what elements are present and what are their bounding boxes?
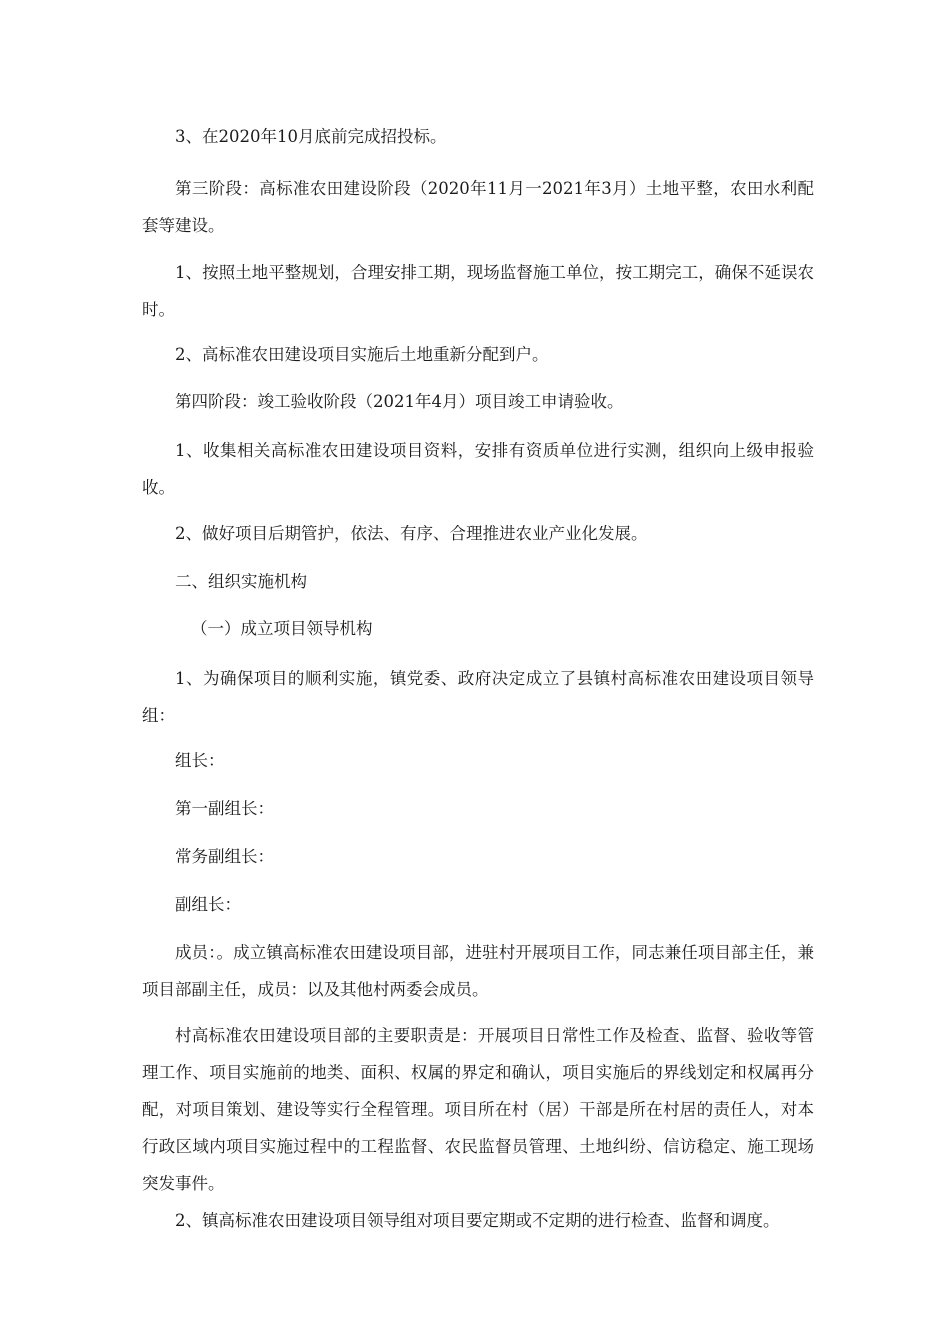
paragraph-first-deputy: 第一副组长： xyxy=(175,799,274,818)
paragraph-members: 成员：。成立镇高标准农田建设项目部，进驻村开展项目工作，同志兼任项目部主任，兼项目部副主任，成员：以及其他村两委会成员。 xyxy=(142,943,814,999)
paragraph-tender-deadline: 3、在2020年10月底前完成招投标。 xyxy=(175,127,447,146)
paragraph-stage-three: 第三阶段：高标准农田建设阶段（2020年11月一2021年3月）土地平整，农田水利配套等建设。 xyxy=(142,179,814,235)
paragraph-land-redistribution: 2、高标准农田建设项目实施后土地重新分配到户。 xyxy=(175,345,549,364)
paragraph-post-management: 2、做好项目后期管护，依法、有序、合理推进农业产业化发展。 xyxy=(175,524,648,543)
paragraph-collect-materials: 1、收集相关高标准农田建设项目资料，安排有资质单位进行实测，组织向上级申报验收。 xyxy=(142,441,814,497)
subsection-heading-leadership: （一）成立项目领导机构 xyxy=(191,619,373,638)
paragraph-stage-four: 第四阶段：竣工验收阶段（2021年4月）项目竣工申请验收。 xyxy=(175,392,624,411)
paragraph-inspection: 2、镇高标准农田建设项目领导组对项目要定期或不定期的进行检查、监督和调度。 xyxy=(175,1211,780,1230)
paragraph-project-duties: 村高标准农田建设项目部的主要职责是：开展项目日常性工作及检查、监督、验收等管理工作、项目实施前的地类、面积、权属的界定和确认，项目实施后的界线划定和权属再分配，对项目策划、建设等实行全程管理。项目所在村（居）干部是所在村居的责任人，对本行政区域内项目实施过程中的工程监督、农民监督员管理、土地纠纷、信访稳定、施工现场突发事件。 xyxy=(142,1026,814,1193)
paragraph-executive-deputy: 常务副组长： xyxy=(175,847,274,866)
section-heading-organization: 二、组织实施机构 xyxy=(175,572,307,591)
paragraph-group-leader: 组长： xyxy=(175,751,225,770)
paragraph-leadership-group: 1、为确保项目的顺利实施，镇党委、政府决定成立了县镇村高标准农田建设项目领导组： xyxy=(142,669,814,725)
paragraph-land-leveling: 1、按照土地平整规划，合理安排工期，现场监督施工单位，按工期完工，确保不延误农时。 xyxy=(142,263,814,319)
paragraph-deputy: 副组长： xyxy=(175,895,241,914)
